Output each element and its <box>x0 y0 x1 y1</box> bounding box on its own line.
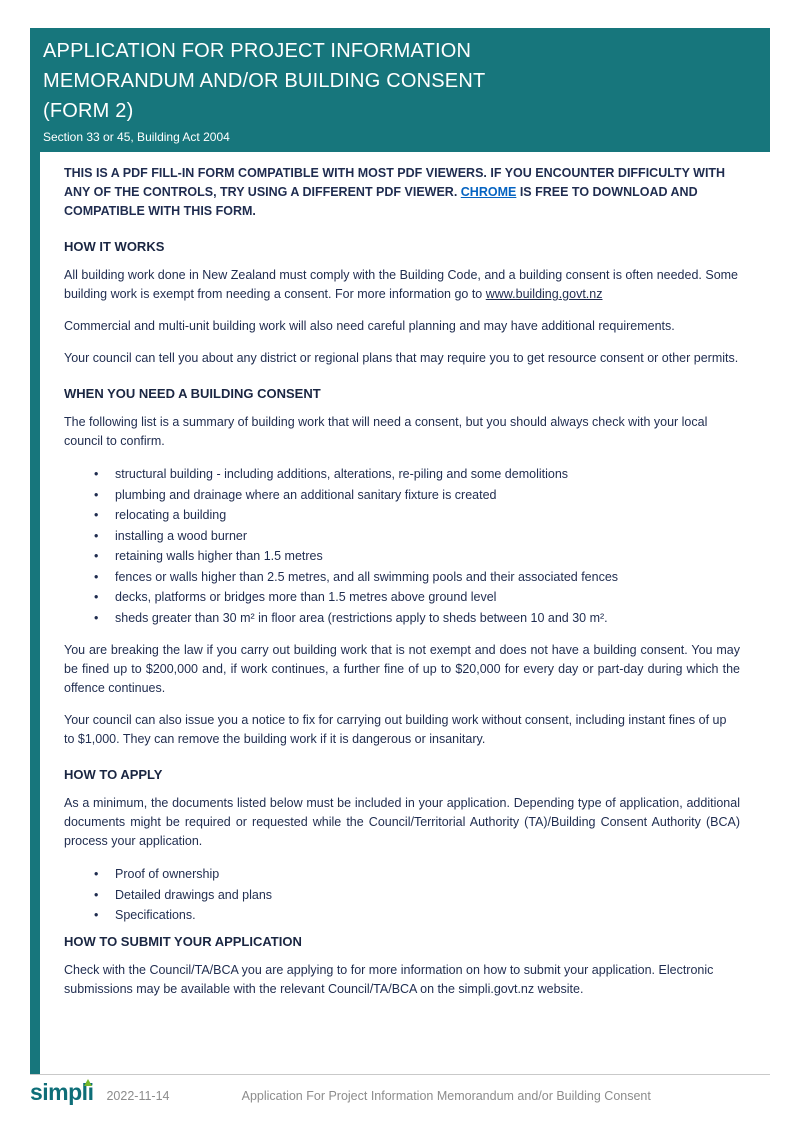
bullet-item: • plumbing and drainage where an additional sanitary fixture is created <box>90 485 740 506</box>
form-title-line-1: APPLICATION FOR PROJECT INFORMATION <box>43 40 472 62</box>
building-govt-link[interactable]: www.building.govt.nz <box>485 287 603 301</box>
bullet-item: • Specifications. <box>90 905 740 926</box>
bullet-item: • sheds greater than 30 m² in floor area (restrictions apply to sheds between 10 and 30 m². <box>90 608 740 629</box>
bullet-item: • fences or walls higher than 2.5 metres, and all swimming pools and their associated fences <box>90 567 740 588</box>
intro-paragraph <box>64 164 740 221</box>
left-accent-bar <box>30 28 40 1074</box>
how-it-works-paragraph-1 <box>64 266 740 304</box>
form-title-line-3: (FORM 2) <box>43 100 134 122</box>
how-it-works-paragraph-3: Your council can tell you about any district or regional plans that may require you to get resource consent or other permits. <box>64 351 739 365</box>
form-subtitle: Section 33 or 45, Building Act 2004 <box>43 130 230 144</box>
form-header <box>30 28 770 152</box>
bullet-item: • installing a wood burner <box>90 526 740 547</box>
bullet-item: • structural building - including additions, alterations, re-piling and some demolitions <box>90 464 740 485</box>
section-heading-how-to-apply: HOW TO APPLY <box>64 767 163 782</box>
how-it-works-p1-text: All building work done in New Zealand must comply with the Building Code, and a building consent is often needed. Some building work is exempt from needing a consent. For more information go to <box>64 268 739 301</box>
bullet-item: • Detailed drawings and plans <box>90 885 740 906</box>
documents-bullet-list <box>64 864 740 926</box>
bullet-item: • relocating a building <box>90 505 740 526</box>
bullet-item: • decks, platforms or bridges more than 1.5 metres above ground level <box>90 587 740 608</box>
intro-text-before: THIS IS A PDF FILL-IN FORM COMPATIBLE WITH MOST PDF VIEWERS. IF YOU ENCOUNTER DIFFICULTY WITH ANY OF THE CONTROLS, TRY USING A DIFFERENT PDF VIEWER. <box>64 166 726 199</box>
simpli-logo-text: simpli <box>30 1079 94 1105</box>
consent-bullet-list <box>64 464 740 628</box>
when-you-need-paragraph-3: Your council can also issue you a notice to fix for carrying out building work without consent, including instant fines of up to $1,000. They can remove the building work if it is dangerous or insanitary. <box>64 713 727 746</box>
chrome-link[interactable]: CHROME <box>460 185 517 199</box>
how-to-apply-paragraph-1: As a minimum, the documents listed below must be included in your application. Depending type of application, additional documents might be required or requested while the Council/Territorial Authority (TA)/Building Consent Authority (BCA) process your application. <box>64 796 740 848</box>
when-you-need-paragraph-1: The following list is a summary of building work that will need a consent, but you should always check with your local council to confirm. <box>64 415 708 448</box>
section-heading-how-to-submit: HOW TO SUBMIT YOUR APPLICATION <box>64 933 302 949</box>
section-heading-when-you-need: WHEN YOU NEED A BUILDING CONSENT <box>64 386 321 401</box>
when-you-need-paragraph-2: You are breaking the law if you carry out building work that is not exempt and does not have a building consent. You may be fined up to $200,000 and, if work continues, a further fine of up to $20,000 for every day or part-day during which the offence continues. <box>64 643 740 695</box>
footer-date: 2022-11-14 <box>106 1089 170 1103</box>
bullet-item: • retaining walls higher than 1.5 metres <box>90 546 740 567</box>
section-heading-how-it-works: HOW IT WORKS <box>64 239 165 254</box>
footer-doc-title: Application For Project Information Memorandum and/or Building Consent <box>241 1089 651 1103</box>
simpli-logo <box>30 1080 93 1104</box>
form-body <box>64 152 740 999</box>
logo-triangle-icon <box>84 1079 92 1086</box>
form-title-line-2: MEMORANDUM AND/OR BUILDING CONSENT <box>43 70 486 92</box>
how-to-submit-paragraph-1: Check with the Council/TA/BCA you are applying to for more information on how to submit your application. Electronic submissions may be available with the relevant Council/TA/BCA on the simpli.govt.nz website. <box>64 962 714 996</box>
how-it-works-paragraph-2: Commercial and multi-unit building work will also need careful planning and may have additional requirements. <box>64 319 675 333</box>
intro-text-after: IS FREE TO DOWNLOAD AND COMPATIBLE WITH THIS FORM. <box>64 185 698 218</box>
bullet-item: • Proof of ownership <box>90 864 740 885</box>
footer <box>30 1074 770 1104</box>
